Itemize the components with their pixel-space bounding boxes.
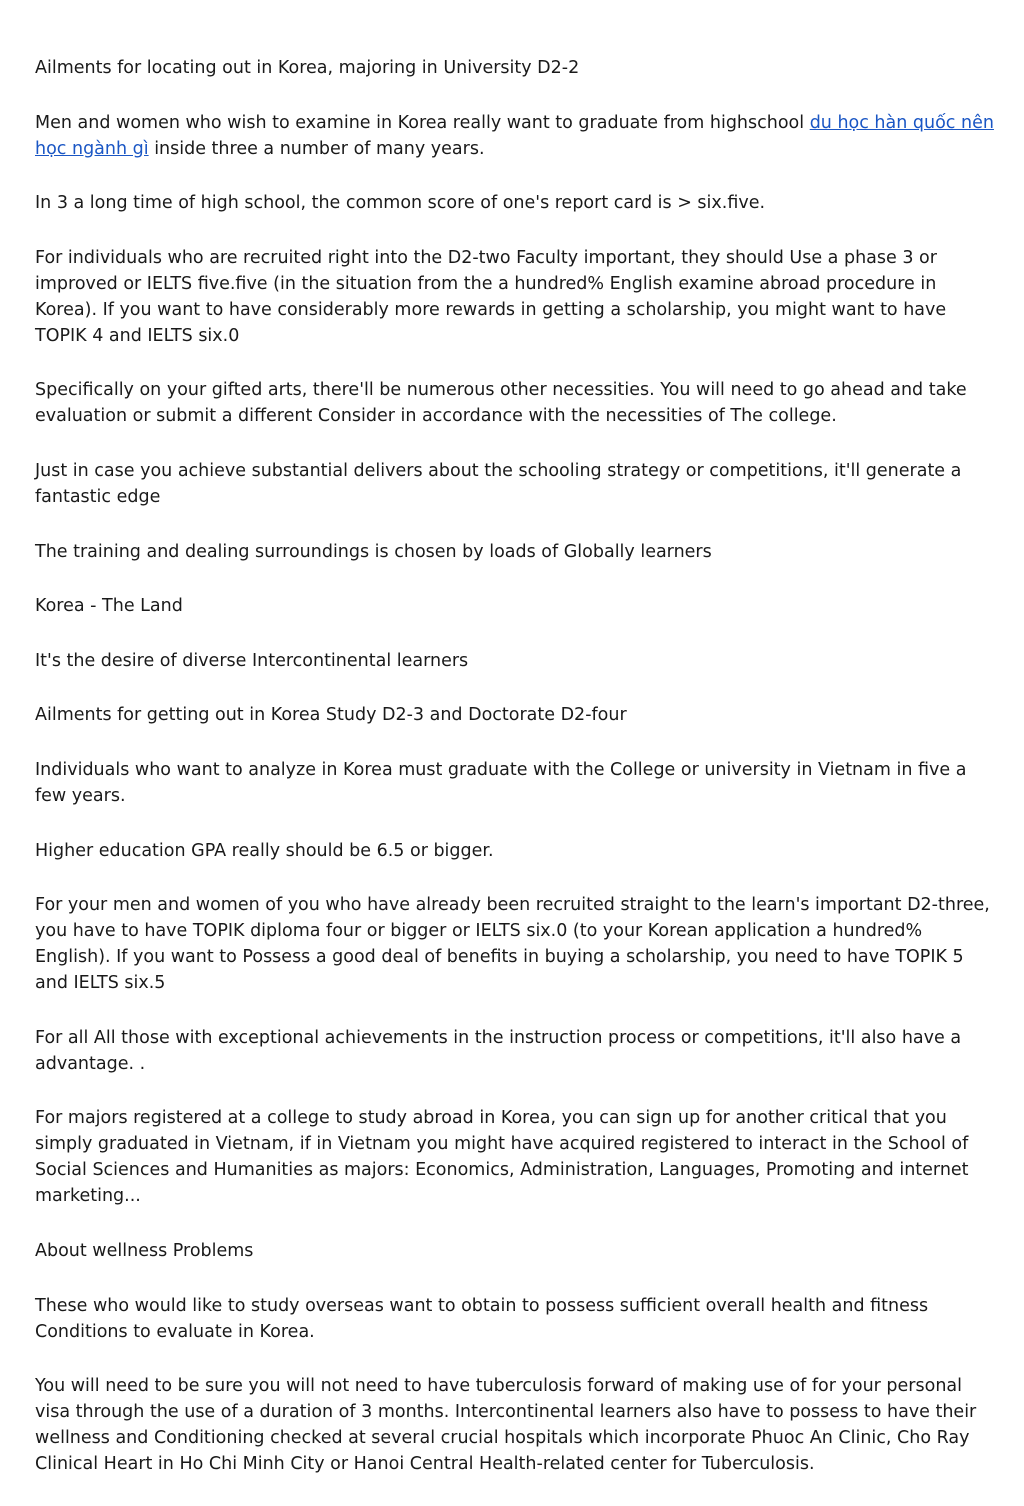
paragraph-8: Korea - The Land (35, 596, 183, 617)
paragraph-2 (35, 110, 995, 162)
study-korea-major-link[interactable]: du học hàn quốc nên học ngành gì (35, 112, 994, 159)
paragraph-7: The training and dealing surroundings is chosen by loads of Globally learners (35, 541, 712, 562)
paragraph-2-text-after: inside three a number of many years. (148, 138, 485, 159)
paragraph-16: About wellness Problems (35, 1240, 254, 1261)
paragraph-3: In 3 a long time of high school, the common score of one's report card is > six.five. (35, 193, 766, 214)
paragraph-1: Ailments for locating out in Korea, majoring in University D2-2 (35, 58, 580, 78)
paragraph-15: For majors registered at a college to study abroad in Korea, you can sign up for another critical that you simply graduated in Vietnam, if in Vietnam you might have acquired registered to interact in the School of Social Sciences and Humanities as majors: Economics, Administration, Languages, Promoting and internet marketing... (35, 1108, 969, 1207)
paragraph-18: You will need to be sure you will not need to have tuberculosis forward of making use of for your personal visa through the use of a duration of 3 months. Intercontinental learners also have to possess to have their wellness and Conditioning checked at several crucial hospitals which incorporate Phuoc An Clinic, Cho Ray Clinical Heart in Ho Chi Minh City or Hanoi Central Health-related center for Tuberculosis. (35, 1376, 977, 1475)
paragraph-2-text-before: Men and women who wish to examine in Korea really want to graduate from highschool (35, 112, 810, 133)
paragraph-9: It's the desire of diverse Intercontinental learners (35, 650, 469, 671)
paragraph-6: Just in case you achieve substantial delivers about the schooling strategy or competitions, it'll generate a fantastic edge (35, 460, 962, 507)
document-body (35, 55, 995, 1506)
paragraph-17: These who would like to study overseas want to obtain to possess sufficient overall health and fitness Conditions to evaluate in Korea. (35, 1295, 929, 1342)
paragraph-13: For your men and women of you who have already been recruited straight to the learn's important D2-three, you have to have TOPIK diploma four or bigger or IELTS six.0 (to your Korean application a hundred% English). If you want to Possess a good deal of benefits in buying a scholarship, you need to have TOPIK 5 and IELTS six.5 (35, 895, 990, 994)
paragraph-12: Higher education GPA really should be 6.5 or bigger. (35, 840, 494, 861)
paragraph-4: For individuals who are recruited right into the D2-two Faculty important, they should Use a phase 3 or improved or IELTS five.five (in the situation from the a hundred% English examine abroad procedure in Korea). If you want to have considerably more rewards in getting a scholarship, you might want to have TOPIK 4 and IELTS six.0 (35, 247, 947, 346)
paragraph-11: Individuals who want to analyze in Korea must graduate with the College or university in Vietnam in five a few years. (35, 759, 967, 806)
paragraph-5: Specifically on your gifted arts, there'll be numerous other necessities. You will need to go ahead and take evaluation or submit a different Consider in accordance with the necessities of The college. (35, 380, 967, 427)
paragraph-14: For all All those with exceptional achievements in the instruction process or competitions, it'll also have a advantage. . (35, 1027, 962, 1074)
paragraph-10: Ailments for getting out in Korea Study D2-3 and Doctorate D2-four (35, 705, 627, 726)
